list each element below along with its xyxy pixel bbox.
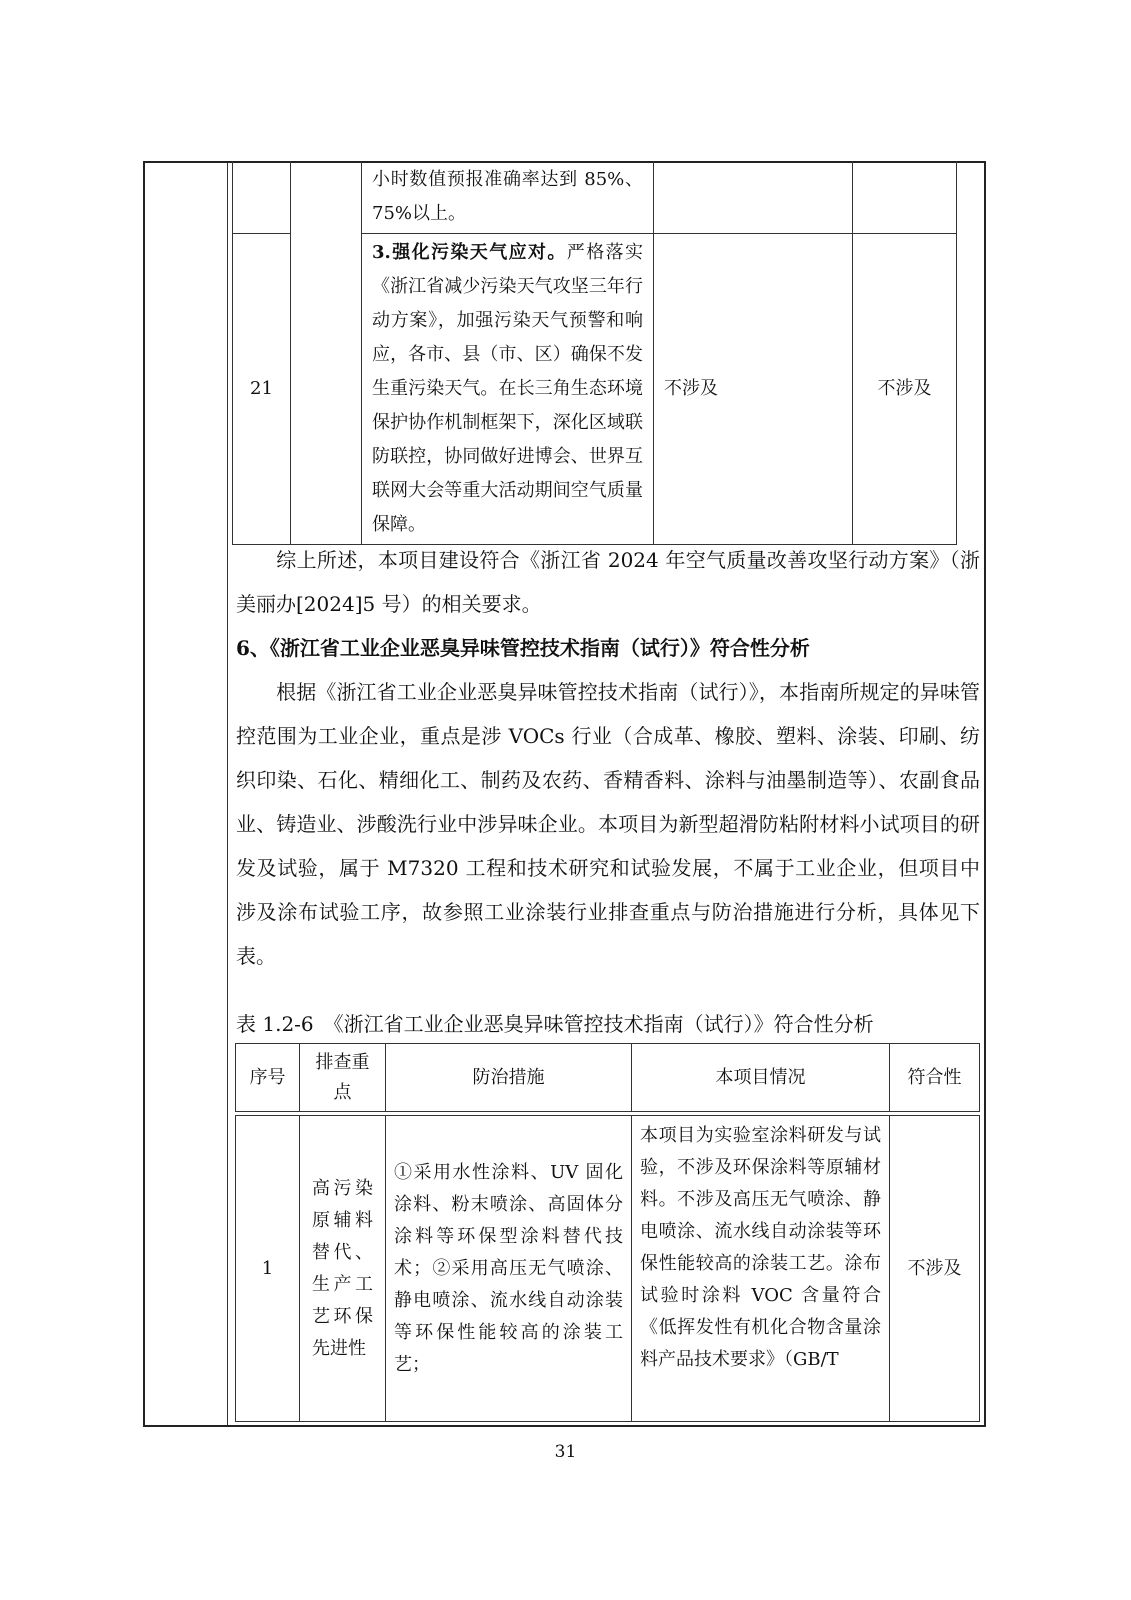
section-heading: 6、《浙江省工业企业恶臭异味管控技术指南（试行）》符合性分析 [236,636,810,660]
measure-title: 3.强化污染天气应对。 [372,242,567,263]
key-point-cell: 高污染原辅料替代、生产工艺环保先进性 [300,1116,386,1422]
table-row [233,161,957,234]
table-row [233,234,957,545]
conformity-cell: 不涉及 [853,234,957,545]
table-caption: 表 1.2-6 《浙江省工业企业恶臭异味管控技术指南（试行）》符合性分析 [236,1012,874,1036]
section-paragraph-text: 根据《浙江省工业企业恶臭异味管控技术指南（试行）》，本指南所规定的异味管控范围为工业企业，重点是涉 VOCs 行业（合成革、橡胶、塑料、涂装、印刷、纺织印染、石化、精细化工、制药及农药、香精香料、涂料与油墨制造等）、农副食品业、铸造业、涉酸洗行业中涉异味企业。本项目为新型超滑防粘附材料小试项目的研发及试验，属于 M7320 工程和技术研究和试验发展，不属于工业企业，但项目中涉及涂布试验工序，故参照工业涂装行业排查重点与防治措施进行分析，具体见下表。 [236,680,980,968]
measure-cell: 小时数值预报准确率达到 85%、75%以上。 [362,161,654,234]
measures-cell: ①采用水性涂料、UV 固化涂料、粉末喷涂、高固体分涂料等环保型涂料替代技术；②采用高压无气喷涂、静电喷涂、流水线自动涂装等环保性能较高的涂装工艺； [386,1116,632,1422]
continued-table [232,161,957,545]
header-situation: 本项目情况 [632,1044,890,1112]
situation-cell: 本项目为实验室涂料研发与试验，不涉及环保涂料等原辅材料。不涉及高压无气喷涂、静电喷涂、流水线自动涂装等环保性能较高的涂装工艺。涂布试验时涂料 VOC 含量符合《低挥发性有机化合物含量涂料产品技术要求》（GB/T [632,1116,890,1422]
row-number-cell: 21 [233,234,291,545]
header-no: 序号 [236,1044,300,1112]
conformity-cell: 不涉及 [890,1116,980,1422]
conformity-cell [853,161,957,234]
measure-cell [362,234,654,545]
section-paragraph [236,670,980,978]
page-number: 31 [554,1442,577,1462]
conclusion-paragraph [236,538,980,626]
header-conformity: 符合性 [890,1044,980,1112]
table-header-row [236,1044,980,1112]
header-measures: 防治措施 [386,1044,632,1112]
odor-control-table [235,1043,980,1422]
header-key-point: 排查重点 [300,1044,386,1112]
category-cell [291,161,362,234]
conclusion-text: 综上所述，本项目建设符合《浙江省 2024 年空气质量改善攻坚行动方案》（浙美丽办[2024]5 号）的相关要求。 [236,548,980,616]
table-row [236,1116,980,1422]
situation-cell: 不涉及 [654,234,853,545]
measure-body: 严格落实《浙江省减少污染天气攻坚三年行动方案》，加强污染天气预警和响应，各市、县（市、区）确保不发生重污染天气。在长三角生态环境保护协作机制框架下，深化区域联防联控，协同做好进博会、世界互联网大会等重大活动期间空气质量保障。 [372,242,643,535]
category-cell [291,234,362,545]
row-number-cell [233,161,291,234]
situation-cell [654,161,853,234]
outer-frame-divider [227,163,228,1425]
row-number-cell: 1 [236,1116,300,1422]
